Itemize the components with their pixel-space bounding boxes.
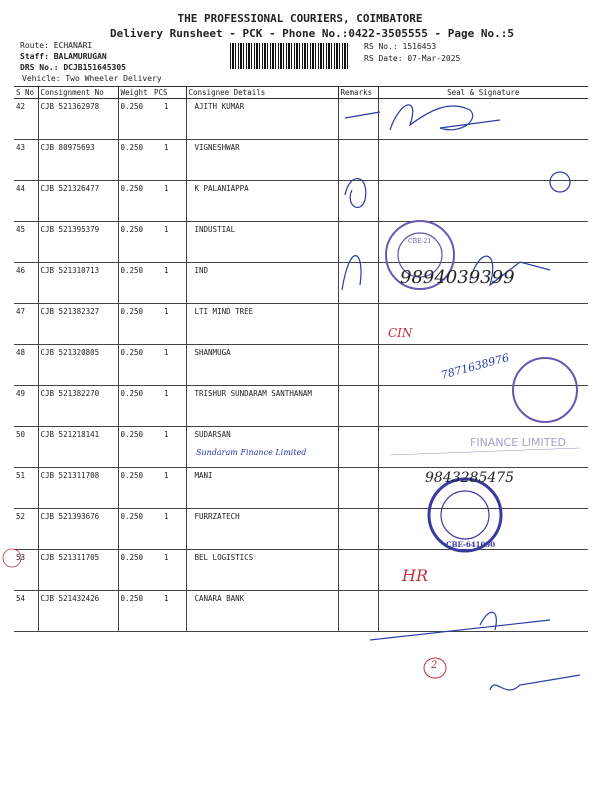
handwritten-phone-1: 9894039399 [400, 267, 515, 288]
row-consignee: TRISHUR SUNDARAM SANTHANAM [186, 386, 338, 427]
handwritten-cin: CIN [388, 326, 413, 340]
handwritten-note-50: Sundaram Finance Limited [196, 448, 307, 457]
rs-date: RS Date: 07-Mar-2025 [364, 54, 461, 63]
row-weight: 0.250 [118, 345, 152, 386]
row-weight: 0.250 [118, 263, 152, 304]
row-consignee: AJITH KUMAR [186, 99, 338, 140]
row-pcs: 1 [152, 99, 186, 140]
row-weight: 0.250 [118, 468, 152, 509]
row-consignee: MANI [186, 468, 338, 509]
row-weight: 0.250 [118, 222, 152, 263]
row-pcs: 1 [152, 468, 186, 509]
stamp-cbe2-text: CBE-641050 [446, 540, 496, 549]
row-consignee: BEL LOGISTICS [186, 550, 338, 591]
row-sno: 46 [14, 263, 38, 304]
col-consignee: Consignee Details [186, 87, 338, 99]
row-consignee: INDUSTIAL [186, 222, 338, 263]
row-consignee: VIGNESHWAR [186, 140, 338, 181]
row-sno: 44 [14, 181, 38, 222]
row-sno: 53 [14, 550, 38, 591]
row-pcs: 1 [152, 304, 186, 345]
row-weight: 0.250 [118, 181, 152, 222]
row-pcs: 1 [152, 263, 186, 304]
signature-bottom [490, 675, 580, 690]
circled-2 [550, 172, 570, 192]
row-consignment: CJB 521320805 [38, 345, 118, 386]
row-weight: 0.250 [118, 509, 152, 550]
row-consignment: CJB 521382327 [38, 304, 118, 345]
stamp-finance [390, 448, 580, 455]
row-consignment: CJB 521218141 [38, 427, 118, 468]
handwritten-phone-2: 7871638976 [439, 351, 511, 382]
row-pcs: 1 [152, 181, 186, 222]
row-consignment: CJB 521393676 [38, 509, 118, 550]
signature-44 [345, 179, 366, 208]
col-consignment: Consignment No [38, 87, 118, 99]
row-pcs: 1 [152, 509, 186, 550]
stamp-finance-text: FINANCE LIMITED [470, 436, 566, 449]
row-consignee: SUDARSAN [186, 427, 338, 468]
row-sno: 43 [14, 140, 38, 181]
row-sno: 52 [14, 509, 38, 550]
row-consignment: CJB 80975693 [38, 140, 118, 181]
runsheet-subtitle: Delivery Runsheet - PCK - Phone No.:0422-3505555 - Page No.:5 [110, 27, 514, 40]
row-weight: 0.250 [118, 99, 152, 140]
signature-54 [370, 612, 550, 640]
rs-number: RS No.: 1516453 [364, 42, 437, 51]
row-pcs: 1 [152, 222, 186, 263]
row-consignment: CJB 521382270 [38, 386, 118, 427]
row-sno: 48 [14, 345, 38, 386]
row-consignment: CJB 521310713 [38, 263, 118, 304]
row-sno: 45 [14, 222, 38, 263]
row-weight: 0.250 [118, 427, 152, 468]
row-sno: 51 [14, 468, 38, 509]
drs-number: DRS No.: DCJB151645305 [20, 63, 126, 72]
route: Route: ECHANARI [20, 41, 93, 50]
col-sno: S No [14, 87, 38, 99]
row-sno: 42 [14, 99, 38, 140]
row-consignment: CJB 521311708 [38, 468, 118, 509]
col-seal: Seal & Signature [378, 87, 588, 99]
row-weight: 0.250 [118, 550, 152, 591]
row-consignment: CJB 521326477 [38, 181, 118, 222]
row-pcs: 1 [152, 591, 186, 632]
row-weight: 0.250 [118, 140, 152, 181]
row-pcs: 1 [152, 345, 186, 386]
row-sno: 50 [14, 427, 38, 468]
col-weight: Weight [118, 87, 152, 99]
row-weight: 0.250 [118, 591, 152, 632]
col-remarks: Remarks [338, 87, 378, 99]
stamp-cbe-text: CBE-21 [408, 238, 432, 245]
row-consignee: K PALANIAPPA [186, 181, 338, 222]
row-consignee: CANARA BANK [186, 591, 338, 632]
row-pcs: 1 [152, 550, 186, 591]
row-consignment: CJB 521395379 [38, 222, 118, 263]
staff: Staff: BALAMURUGAN [20, 52, 107, 61]
row-consignee: IND [186, 263, 338, 304]
row-sno: 54 [14, 591, 38, 632]
row-consignee: FURRZATECH [186, 509, 338, 550]
handwritten-circle-2: 2 [431, 660, 438, 671]
row-weight: 0.250 [118, 386, 152, 427]
row-sno: 47 [14, 304, 38, 345]
row-sno: 49 [14, 386, 38, 427]
row-consignment: CJB 521432426 [38, 591, 118, 632]
row-consignment: CJB 521362978 [38, 99, 118, 140]
row-pcs: 1 [152, 427, 186, 468]
row-consignee: SHANMUGA [186, 345, 338, 386]
handwritten-phone-3: 9843285475 [425, 470, 515, 486]
signature-42 [345, 105, 500, 130]
row-consignee: LTI MIND TREE [186, 304, 338, 345]
handwritten-hr: HR [402, 566, 428, 585]
row-pcs: 1 [152, 140, 186, 181]
row-pcs: 1 [152, 386, 186, 427]
company-title: THE PROFESSIONAL COURIERS, COIMBATORE [177, 12, 423, 25]
row-consignment: CJB 521311705 [38, 550, 118, 591]
col-pcs: PCS [152, 87, 186, 99]
stamp-sundaram [513, 358, 577, 422]
vehicle: Vehicle: Two Wheeler Delivery [22, 74, 162, 83]
row-weight: 0.250 [118, 304, 152, 345]
